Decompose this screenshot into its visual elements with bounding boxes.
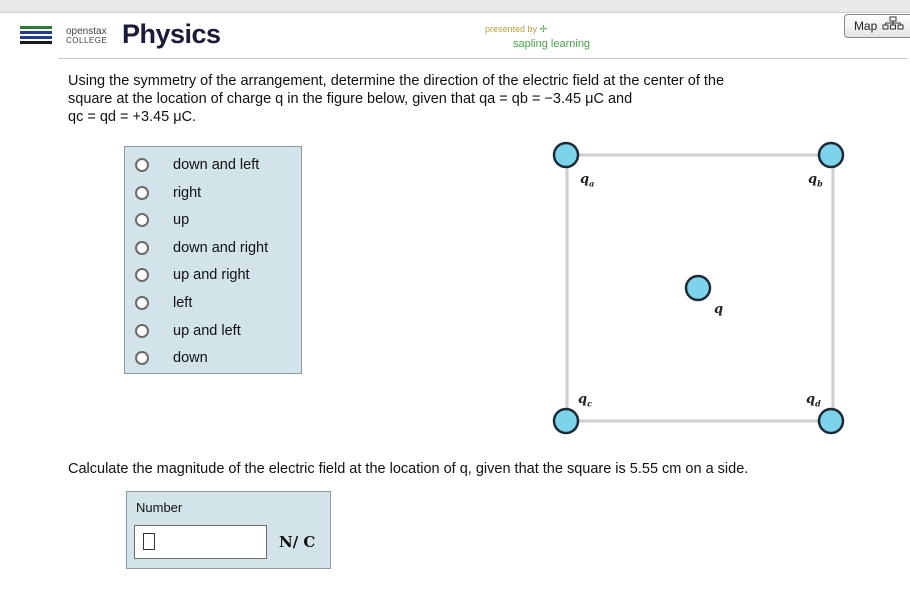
question-line-2: square at the location of charge q in the figure below, given that qa = qb = −3.45 μC and [68, 91, 633, 107]
radio-button[interactable] [135, 186, 149, 200]
sponsor-line2: sapling learning [513, 38, 591, 50]
radio-button[interactable] [135, 351, 149, 365]
option-down-and-left[interactable] [135, 155, 295, 177]
sapling-learning-logo [485, 24, 591, 50]
charge-qd [819, 409, 843, 433]
calculate-prompt: Calculate the magnitude of the electric field at the location of q, given that the square is 5.55 cm on a side. [68, 461, 749, 477]
option-label: left [173, 295, 193, 311]
brand-small-line2: COLLEGE [66, 36, 108, 45]
page-title: Physics [122, 19, 221, 49]
option-label: right [173, 184, 202, 201]
brand-small-line1: openstax [66, 26, 107, 37]
radio-button[interactable] [135, 324, 149, 338]
radio-button[interactable] [135, 241, 149, 255]
option-down[interactable] [135, 348, 295, 370]
option-up-and-right[interactable] [135, 265, 295, 287]
label-qc: $q_c$ [578, 392, 592, 409]
answer-box [126, 491, 331, 569]
radio-button[interactable] [135, 158, 149, 172]
option-label: up and left [173, 322, 241, 339]
charge-q [686, 276, 710, 300]
option-left[interactable] [135, 293, 295, 315]
map-button-label: Map [853, 19, 878, 33]
charge-qb [819, 143, 843, 167]
charge-qc [554, 409, 578, 433]
header-divider [58, 58, 908, 59]
option-label: down and left [173, 157, 260, 173]
answer-unit: N/ C [279, 533, 316, 551]
option-label: down [173, 350, 208, 367]
radio-button[interactable] [135, 268, 149, 282]
input-cursor-box [143, 533, 155, 550]
label-qa: $q_a$ [580, 172, 595, 189]
option-up[interactable] [135, 210, 295, 232]
label-q: q [714, 302, 724, 317]
question-line-3: qc = qd = +3.45 μC. [68, 109, 197, 125]
label-qb: $q_b$ [808, 172, 823, 189]
radio-button[interactable] [135, 213, 149, 227]
charge-figure [540, 140, 860, 440]
option-up-and-left[interactable] [135, 321, 295, 343]
window-top-bar [0, 0, 910, 13]
openstax-logo-icon [20, 26, 52, 46]
option-label: up [173, 212, 190, 229]
header [12, 14, 908, 58]
charge-qa [554, 143, 578, 167]
option-label: up and right [173, 267, 250, 284]
openstax-college-logo [66, 27, 107, 45]
answer-label: Number [136, 500, 183, 515]
option-right[interactable] [135, 183, 295, 205]
question-line-1: Using the symmetry of the arrangement, determine the direction of the electric field at the center of the [68, 73, 725, 89]
option-label: down and right [173, 239, 269, 256]
sapling-leaf-icon: ✢ [539, 24, 548, 34]
sponsor-line1: presented by [485, 24, 538, 34]
label-qd: $q_d$ [806, 392, 821, 409]
sitemap-icon [879, 22, 904, 33]
map-button[interactable] [844, 14, 910, 38]
answer-options [124, 146, 302, 374]
question-text [68, 72, 858, 126]
radio-button[interactable] [135, 296, 149, 310]
option-down-and-right[interactable] [135, 238, 295, 260]
number-input[interactable] [134, 525, 267, 559]
